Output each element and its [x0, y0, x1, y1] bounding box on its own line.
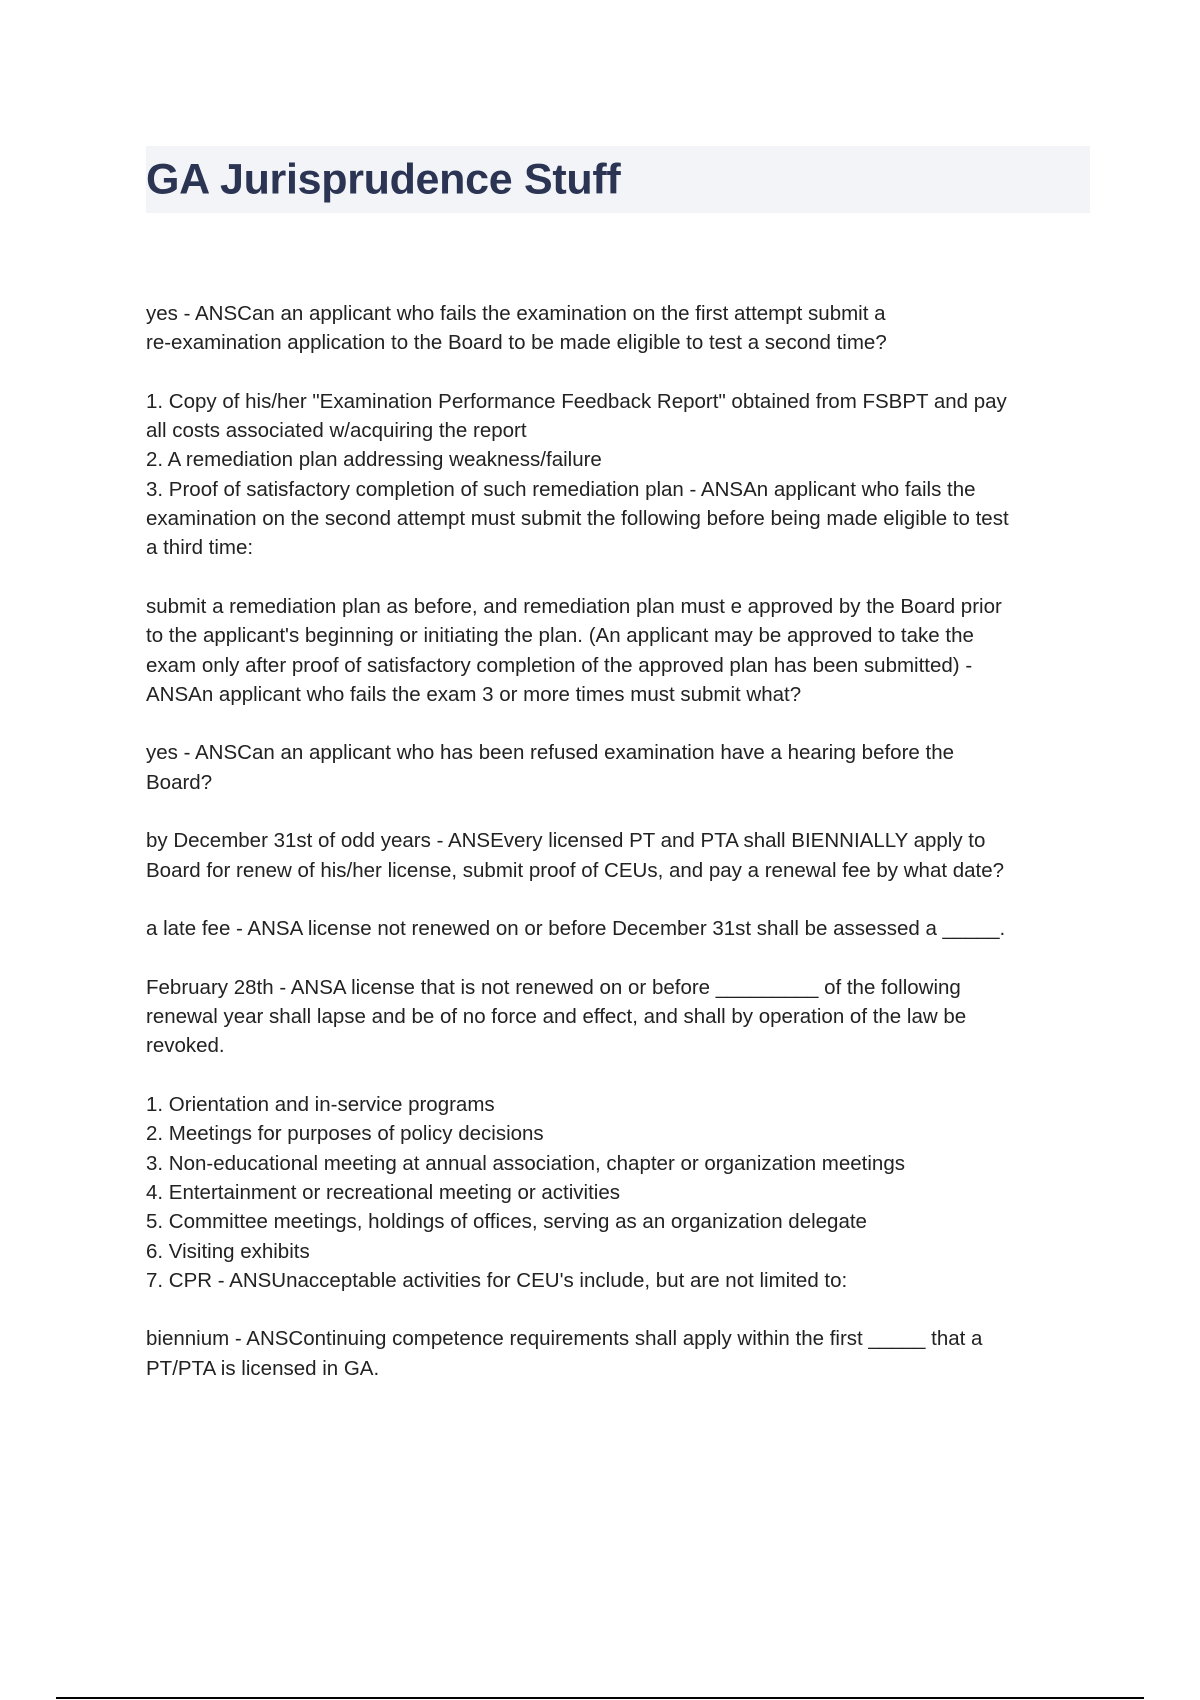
paragraph-5	[146, 826, 1092, 885]
text-line: a late fee - ANSA license not renewed on or before December 31st shall be assessed a _____.	[146, 917, 1006, 941]
text-line: 3. Non-educational meeting at annual association, chapter or organization meetings	[146, 1151, 905, 1175]
paragraph-9	[146, 1324, 1092, 1383]
text-line: submit a remediation plan as before, and remediation plan must e approved by the Board prior	[146, 594, 1002, 618]
text-line: examination on the second attempt must submit the following before being made eligible to test	[146, 507, 1009, 531]
text-line: Board for renew of his/her license, submit proof of CEUs, and pay a renewal fee by what date?	[146, 858, 1005, 882]
text-line: 4. Entertainment or recreational meeting or activities	[146, 1180, 621, 1204]
text-line: 7. CPR - ANSUnacceptable activities for CEU's include, but are not limited to:	[146, 1268, 848, 1292]
text-line: 6. Visiting exhibits	[146, 1239, 310, 1263]
text-line: renewal year shall lapse and be of no force and effect, and shall by operation of the law be	[146, 1005, 967, 1029]
text-line: revoked.	[146, 1034, 225, 1058]
document-body	[146, 299, 1092, 1383]
paragraph-8	[146, 1090, 1092, 1295]
title-banner	[146, 146, 1090, 213]
text-line: exam only after proof of satisfactory completion of the approved plan has been submitted) -	[146, 653, 973, 677]
text-line: a third time:	[146, 536, 254, 560]
text-line: yes - ANSCan an applicant who fails the examination on the first attempt submit a	[146, 302, 886, 325]
text-line: 3. Proof of satisfactory completion of such remediation plan - ANSAn applicant who fails the	[146, 477, 976, 501]
text-line: 1. Orientation and in-service programs	[146, 1093, 495, 1117]
text-line: re-examination application to the Board to be made eligible to test a second time?	[146, 331, 887, 355]
text-line: PT/PTA is licensed in GA.	[146, 1356, 380, 1380]
page-bottom-rule	[56, 1697, 1144, 1699]
text-line: by December 31st of odd years - ANSEvery licensed PT and PTA shall BIENNIALLY apply to	[146, 829, 986, 853]
paragraph-4	[146, 738, 1092, 797]
paragraph-7	[146, 973, 1092, 1061]
text-line: February 28th - ANSA license that is not renewed on or before _________ of the following	[146, 975, 961, 999]
paragraph-3	[146, 592, 1092, 709]
text-line: yes - ANSCan an applicant who has been refused examination have a hearing before the	[146, 741, 954, 765]
paragraph-6	[146, 914, 1092, 943]
text-line: ANSAn applicant who fails the exam 3 or more times must submit what?	[146, 682, 802, 706]
document-title: GA Jurisprudence Stuff	[146, 155, 621, 203]
text-line: all costs associated w/acquiring the report	[146, 419, 527, 443]
paragraph-1	[146, 299, 1092, 358]
text-line: Board?	[146, 770, 213, 794]
paragraph-2	[146, 387, 1092, 563]
text-line: 1. Copy of his/her "Examination Performance Feedback Report" obtained from FSBPT and pay	[146, 389, 1007, 413]
text-line: 5. Committee meetings, holdings of offices, serving as an organization delegate	[146, 1210, 867, 1234]
text-line: 2. A remediation plan addressing weakness/failure	[146, 448, 602, 472]
text-line: 2. Meetings for purposes of policy decisions	[146, 1122, 544, 1146]
text-line: biennium - ANSContinuing competence requirements shall apply within the first _____ that a	[146, 1327, 983, 1351]
text-line: to the applicant's beginning or initiating the plan. (An applicant may be approved to take the	[146, 624, 974, 648]
